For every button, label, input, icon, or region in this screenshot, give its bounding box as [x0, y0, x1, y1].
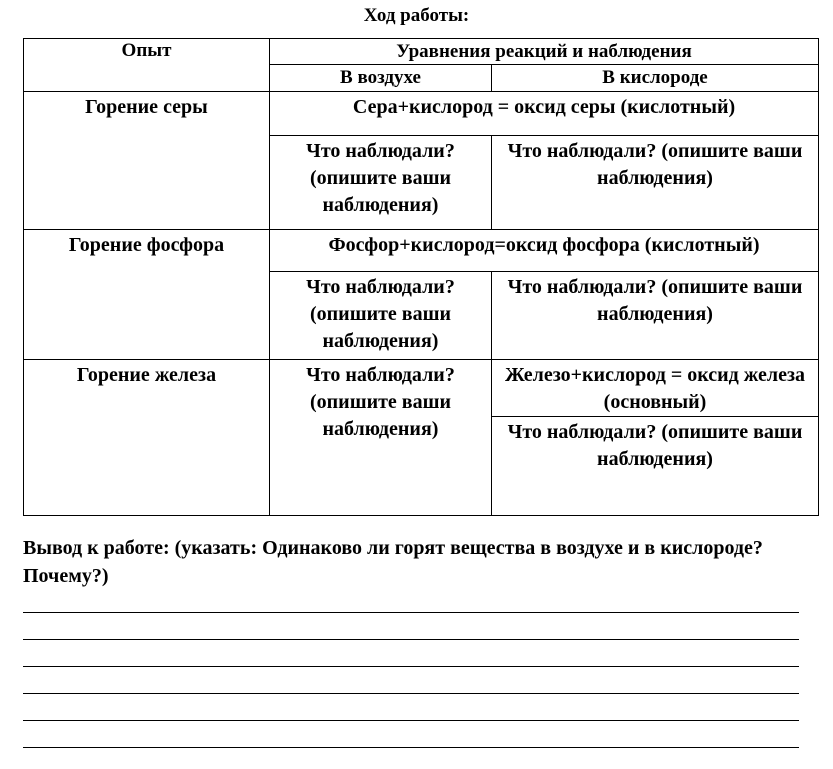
page-title: Ход работы:: [363, 5, 470, 26]
answer-line[interactable]: [23, 666, 799, 667]
header-equations: Уравнения реакций и наблюдения: [270, 39, 819, 65]
conclusion-prompt: Вывод к работе: (указать: Одинаково ли горят вещества в воздухе и в кислороде? Почему?): [23, 537, 763, 587]
row-iron-air-observation: Что наблюдали? (опишите ваши наблюдения): [270, 360, 492, 516]
row-phosphorus-experiment: Горение фосфора: [24, 230, 270, 360]
row-phosphorus-air-observation: Что наблюдали? (опишите ваши наблюдения): [270, 272, 492, 360]
work-table: [23, 38, 819, 516]
row-iron-oxygen-observation: Что наблюдали? (опишите ваши наблюдения): [492, 417, 819, 516]
row-sulfur-air-observation: Что наблюдали? (опишите ваши наблюдения): [270, 136, 492, 230]
row-sulfur-oxygen-observation: Что наблюдали? (опишите ваши наблюдения): [492, 136, 819, 230]
row-iron-equation: Железо+кислород = оксид железа (основный): [492, 360, 819, 417]
row-phosphorus-oxygen-observation: Что наблюдали? (опишите ваши наблюдения): [492, 272, 819, 360]
answer-line[interactable]: [23, 720, 799, 721]
row-sulfur-experiment: Горение серы: [24, 92, 270, 230]
header-oxygen: В кислороде: [492, 65, 819, 92]
answer-line[interactable]: [23, 693, 799, 694]
row-phosphorus-equation: Фосфор+кислород=оксид фосфора (кислотный): [270, 230, 819, 272]
row-sulfur-equation: Сера+кислород = оксид серы (кислотный): [270, 92, 819, 136]
header-experiment: Опыт: [24, 39, 270, 92]
row-iron-experiment: Горение железа: [24, 360, 270, 516]
answer-line[interactable]: [23, 612, 799, 613]
answer-line[interactable]: [23, 639, 799, 640]
header-air: В воздухе: [270, 65, 492, 92]
answer-line[interactable]: [23, 747, 799, 748]
